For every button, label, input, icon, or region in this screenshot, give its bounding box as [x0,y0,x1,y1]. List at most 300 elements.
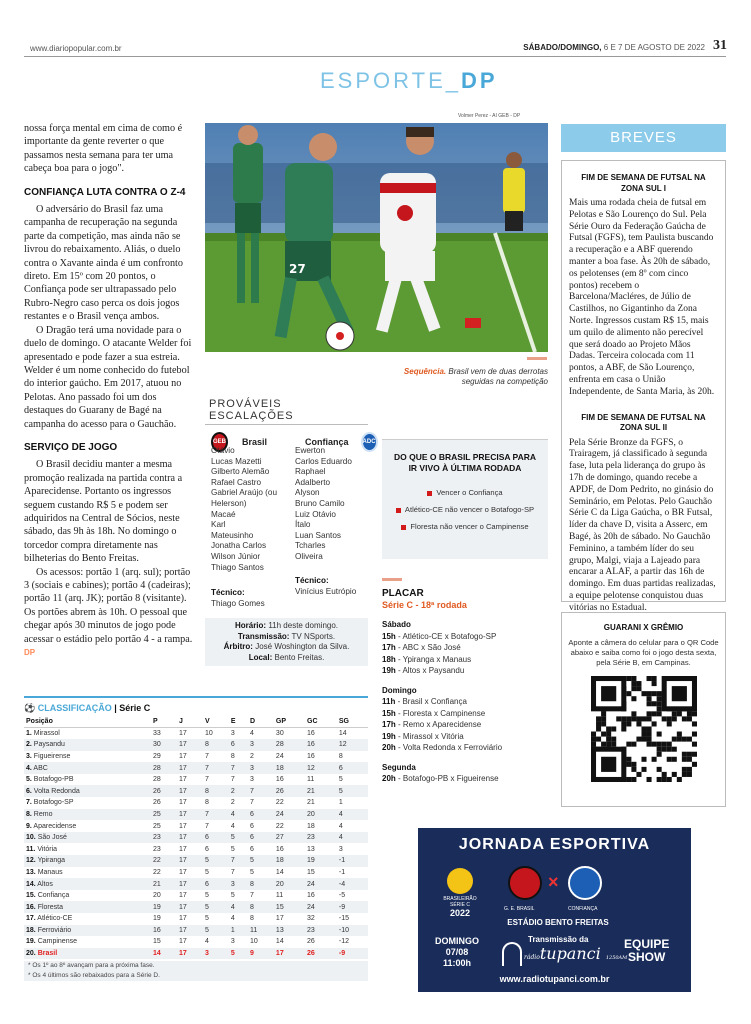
table-header: V [203,716,229,728]
stat-cell: 4 [230,915,235,923]
page-number: 31 [713,38,727,53]
radio-tower-icon [502,942,522,966]
stat-cell: 28 [153,776,161,784]
stat-cell: 6 [204,845,209,853]
stat-cell: 3 [248,762,274,774]
stat-cell: 16 [307,752,315,760]
team-cell: 15. Confiança [26,892,70,900]
player-name: Jonatha Carlos [211,541,267,551]
stat-cell: 23 [151,832,177,844]
article-subhead-1: CONFIANÇA LUTA CONTRA O Z-4 [24,186,186,198]
placar-day: Segunda [382,762,416,772]
table-header: D [248,716,274,728]
stat-cell: -12 [338,938,350,946]
team-cell: 18. Ferroviário [24,925,151,937]
stat-cell: 16 [307,730,315,738]
table-row [24,901,368,913]
stat-cell: 11 [307,776,315,784]
placar-game: 15h - Floresta x Campinense [382,708,486,718]
header-rule [24,56,726,57]
placar-days [382,619,548,785]
stat-cell: 14 [275,868,284,876]
table-row [24,728,368,740]
svg-text:27: 27 [289,262,306,276]
player-name: Adalberto [295,477,331,487]
table-header: P [151,716,177,728]
stat-cell: -15 [338,915,350,923]
table-header: E [229,716,248,728]
stat-cell: 15 [153,938,161,946]
stat-cell: 24 [305,901,337,913]
photo-credit: Volmer Perez - AI GEB - DP [458,113,521,119]
ad-transmission: Transmissão da [528,935,589,944]
qr-code-icon[interactable] [591,676,697,782]
standings-note: * Os 1º ao 8º avançam para a próxima fase. [28,962,155,970]
stat-cell: 4 [338,822,343,830]
stat-cell: 22 [275,799,284,807]
stat-cell: 5 [248,855,274,867]
placar-title: PLACAR [382,588,424,599]
table-row [24,739,368,751]
stat-cell: 4 [229,901,248,913]
stat-cell: 18 [274,762,305,774]
player-name: Luiz Otávio [295,509,336,519]
bullet-icon [396,508,401,513]
placar-game: 20h - Botafogo-PB x Figueirense [382,774,499,783]
stat-cell: 14 [275,938,284,946]
standings-note: * Os 4 últimos são rebaixados para a Série D. [28,972,160,980]
stat-cell: 4 [337,809,368,821]
stat-cell: 16 [151,925,177,937]
table-row [24,867,368,879]
team-cell: 5. Botafogo-PB [26,776,74,784]
stat-cell: 23 [305,832,337,844]
table-header: Posição [24,716,151,728]
stat-cell: 15 [274,901,305,913]
confianca-crest-icon: ADC [361,432,378,452]
stat-cell: 19 [151,901,177,913]
edition-date: SÁBADO/DOMINGO, 6 E 7 DE AGOSTO DE 2022 [523,43,705,52]
stat-cell: 3 [230,730,235,738]
stat-cell: 25 [153,822,161,830]
article-paragraph: O Brasil decidiu manter a mesma promoção realizada na partida contra a Aparecidense. Portanto os ingressos seguem custando R$ 5 e podem ser adquiridos na Central de Sócios, neste sábado, das 9h às 18h. No domingo o torcedor compra diretamente nas bilheterias do Bento Freitas. [24,459,183,565]
player-name: Ewerton [295,446,326,455]
stat-cell: 11 [248,925,274,937]
team-cell: 16. Floresta [24,901,151,913]
ad-schedule: DOMINGO 07/08 11:00h [435,936,479,968]
needs-item: Floresta não vencer o Campinense [382,522,548,531]
stat-cell: 6 [249,845,254,853]
player-name: Lucas Mazetti [211,456,262,466]
placar-game: 17h - ABC x São José [382,643,461,652]
team2-coach [295,576,356,597]
stat-cell: 5 [229,948,248,960]
ad-site[interactable]: www.radiotupanci.com.br [499,974,610,984]
table-header: J [177,716,203,728]
placar-game: 15h - Atlético-CE x Botafogo-SP [382,631,497,641]
stat-cell: 6 [203,878,229,890]
stat-cell: 18 [274,855,305,867]
team1-players [211,446,291,573]
stat-cell: 17 [177,925,203,937]
team-cell: 11. Vitória [26,845,58,853]
stat-cell: 7 [204,776,209,784]
needs-item: Vencer o Confiança [382,488,548,497]
stat-cell: 21 [307,799,315,807]
player-name: Wilson Júnior [211,551,261,561]
ad-brasil-crest-icon [508,866,542,900]
stat-cell: 17 [178,730,187,738]
stat-cell: 17 [177,785,203,797]
coach-label: Técnico: [295,576,329,585]
placar-game: 17h - Remo x Aparecidense [382,720,482,729]
qr-text: Aponte a câmera do celular para o QR Code abaixo e saiba como foi o jogo desta sexta, pela Série B, em Campinas. [568,638,719,667]
stat-cell: 2 [229,785,248,797]
stat-cell: 28 [151,762,177,774]
stat-cell: -9 [337,948,368,960]
stat-cell: 6 [248,832,274,844]
stat-cell: 30 [275,730,284,738]
stat-cell: 6 [248,809,274,821]
article-paragraph: O adversário do Brasil faz uma campanha de recuperação na segunda parte da competição, mas ainda não se livrou do rebaixamento. Aliás, o duelo contra o Xavante ainda é um confronto direto. Em 15º com 20 pontos, o Confiança pode ser ultrapassado pelo Rubro-Negro caso perca os dois jogos restantes e o Brasil vença ambos. [24,204,183,323]
table-row [24,762,368,774]
player-name: Luan Santos [295,530,341,540]
placar-game: 20h - Volta Redonda x Ferroviário [382,743,503,752]
stat-cell: 18 [307,822,315,830]
stat-cell: 8 [204,799,209,807]
stat-cell: 17 [177,762,203,774]
stat-cell: 14 [338,730,347,738]
stat-cell: 30 [151,739,177,751]
team-cell: 13. Manaus [26,868,63,876]
article-intro: nossa força mental em cima de como é importante da gente reverter o que passamos nesta semana para ter uma cabeça boa para o jogo". [24,123,183,175]
team-cell: 12. Ypiranga [24,855,151,867]
serie-c-badge: BRASILEIRÃO SÉRIE C 2022 [432,868,488,918]
stat-cell: 27 [274,832,305,844]
stat-cell: 17 [178,822,187,830]
player-name: Macaé [211,509,236,519]
article-paragraph: O Dragão terá uma novidade para o duelo de domingo. O atacante Welder foi apresentado e pode fazer a sua estreia. Welder é um nome conhecido do futebol do interior gaúcho. Em 2017, atuou no Pelotas. Ano passado foi um dos destaques do Guarany de Bagé na campanha do acesso para o Gauchão. [24,324,192,430]
team-cell: 2. Paysandu [24,739,151,751]
team2-players [295,446,375,563]
table-row [24,751,368,763]
table-row [24,948,368,960]
stat-cell: 3 [203,948,229,960]
player-name: Otávio [211,446,235,455]
stat-cell: 7 [249,892,254,900]
stat-cell: 5 [230,845,235,853]
placar-game: 18h - Ypiranga x Manaus [382,654,472,664]
stat-cell: 5 [229,832,248,844]
stat-cell: 1 [338,799,343,807]
stat-cell: 8 [248,901,274,913]
match-photo [205,123,548,352]
stat-cell: 8 [249,915,254,923]
stat-cell: 3 [230,938,235,946]
ad-radio-brand: rádiotupanci 1250AM [524,944,628,963]
stat-cell: 3 [248,739,274,751]
stat-cell: 16 [307,892,315,900]
stat-cell: 5 [203,855,229,867]
stat-cell: 5 [230,892,235,900]
placar-game: 19h - Mirassol x Vitória [382,731,464,741]
team-cell: 20. Brasil [24,948,151,960]
stat-cell: 7 [248,785,274,797]
lineups-panel [205,396,376,608]
stat-cell: 1 [229,925,248,937]
table-row [24,913,368,925]
bullet-icon [401,525,406,530]
ad-show: EQUIPE SHOW [624,937,670,964]
football-players-illustration [205,123,548,352]
table-row [24,785,368,797]
stat-cell: 17 [274,948,305,960]
stat-cell: 4 [249,730,254,738]
player-name: Gilberto Alemão [211,467,270,477]
breves-header: BREVES [561,124,726,152]
team-cell: 17. Atlético-CE [26,915,73,923]
placar-day: Sábado [382,620,411,629]
dp-end-mark: DP [24,648,36,658]
stat-cell: 5 [249,868,254,876]
stat-cell: 20 [153,892,161,900]
standings-table [24,716,368,959]
ad-title: JORNADA ESPORTIVA [458,836,651,853]
team-cell: 3. Figueirense [26,752,71,760]
brasil-crest-icon: GEB [211,432,228,452]
stat-cell: 7 [230,776,235,784]
article-column [24,122,194,659]
placar-game: 11h - Brasil x Confiança [382,697,467,706]
stat-cell: 23 [305,925,337,937]
stat-cell: 6 [249,822,254,830]
player-name: Raphael [295,467,326,477]
stat-cell: 26 [151,785,177,797]
stat-cell: 22 [151,855,177,867]
team-cell: 14. Altos [24,878,151,890]
stat-cell: 8 [338,752,343,760]
player-name: Gabriel Araújo (ou [211,488,277,498]
player-name: Thiago Santos [211,562,264,572]
stat-cell: 17 [177,809,203,821]
stat-cell: 17 [178,938,187,946]
stat-cell: 7 [204,752,209,760]
table-row [24,809,368,821]
radio-ad[interactable] [418,828,691,992]
ad-confianca-crest-icon [568,866,602,900]
stat-cell: 7 [249,799,254,807]
stat-cell: 6 [337,762,368,774]
coach-label: Técnico: [211,588,245,597]
table-row [24,843,368,855]
stat-cell: -9 [337,901,368,913]
stat-cell: 13 [274,925,305,937]
stat-cell: 22 [153,868,161,876]
player-name: Mateusinho [211,530,254,540]
table-row [24,774,368,786]
stat-cell: 16 [275,776,284,784]
stat-cell: 19 [153,915,161,923]
team-cell: 10. São José [24,832,151,844]
player-name: Helerson) [211,498,247,508]
team-cell: 8. Remo [24,809,151,821]
stat-cell: 32 [307,915,315,923]
stat-cell: 9 [248,948,274,960]
stat-cell: 6 [203,832,229,844]
stat-cell: 8 [203,785,229,797]
match-info-line: Horário: 11h deste domingo. [234,621,339,630]
stat-cell: 26 [153,799,161,807]
stat-cell: 5 [337,785,368,797]
player-name: Carlos Eduardo [295,456,352,466]
stat-cell: 7 [203,809,229,821]
stat-cell: 5 [203,925,229,937]
ad-vs: × [548,872,559,892]
stat-cell: 20 [305,809,337,821]
table-header: GP [274,716,305,728]
breves-heading-1: FIM DE SEMANA DE FUTSAL NA ZONA SUL I [581,173,706,193]
stat-cell: 17 [177,855,203,867]
standings-notes [24,961,368,981]
stat-cell: 8 [230,752,235,760]
stat-cell: 15 [307,868,315,876]
stat-cell: 20 [274,878,305,890]
stat-cell: 6 [229,739,248,751]
stat-cell: 7 [229,855,248,867]
match-info [205,618,368,666]
table-row [24,925,368,937]
stat-cell: 16 [275,845,284,853]
stat-cell: 26 [307,938,315,946]
standings-panel [24,696,368,981]
team-cell: 6. Volta Redonda [24,785,151,797]
stat-cell: 7 [204,822,209,830]
trophy-icon: ⚽ [24,703,36,713]
stat-cell: 7 [229,762,248,774]
needs-list [382,488,548,531]
ad-team1: G. E. BRASIL [504,906,535,912]
match-info-line: Local: Bento Freitas. [248,652,325,662]
table-row [24,936,368,948]
stat-cell: -1 [337,855,368,867]
lineups-title: PROVÁVEIS ESCALAÇÕES [205,396,368,425]
breves-heading-2: FIM DE SEMANA DE FUTSAL NA ZONA SUL II [581,412,706,433]
stat-cell: 17 [178,868,187,876]
team2-name: Confiança [305,437,349,447]
stat-cell: 17 [177,832,203,844]
player-name: Oliveira [295,551,323,561]
stat-cell: -10 [337,925,368,937]
stat-cell: -5 [338,892,346,900]
stat-cell: 24 [275,752,284,760]
team-cell: 1. Mirassol [26,730,60,738]
breves-box [561,160,726,613]
match-info-line: Árbitro: José Woshington da Silva. [223,642,350,651]
stat-cell: 4 [337,832,368,844]
stat-cell: 17 [177,739,203,751]
stat-cell: 19 [305,855,337,867]
stat-cell: 12 [337,739,368,751]
section-title: ESPORTE_DP [320,68,498,93]
stat-cell: 17 [178,915,187,923]
stat-cell: 5 [338,776,343,784]
stat-cell: 7 [203,762,229,774]
stat-cell: 14 [151,948,177,960]
stat-cell: 5 [204,892,209,900]
player-name: Ítalo [295,520,311,530]
table-row [24,797,368,809]
placar-game: 19h - Altos x Paysandu [382,666,465,675]
stat-cell: 10 [249,938,258,946]
stat-cell: 3 [249,776,254,784]
article-subhead-2: SERVIÇO DE JOGO [24,441,118,453]
team-cell: 9. Aparecidense [26,822,77,830]
stat-cell: 13 [307,845,315,853]
stat-cell: 5 [204,868,209,876]
stat-cell: 17 [178,799,187,807]
needs-item: Atlético-CE não vencer o Botafogo-SP [382,505,548,514]
player-name: Karl [211,520,226,530]
stat-cell: 10 [204,730,213,738]
ad-team2: CONFIANÇA [568,906,598,912]
placar-day: Domingo [382,685,417,695]
stat-cell: 12 [305,762,337,774]
player-name: Alyson [295,488,320,498]
stat-cell: -1 [338,868,346,876]
stat-cell: 5 [203,901,229,913]
player-name: Tcharles [295,541,326,551]
photo-caption: Sequência. Brasil vem de duas derrotas seguidas na competição [403,367,548,386]
stat-cell: 25 [151,809,177,821]
stat-cell: 17 [177,878,203,890]
table-header: SG [337,716,368,728]
stat-cell: 11 [275,892,284,900]
stat-cell: 8 [248,878,274,890]
stat-cell: 26 [274,785,305,797]
stat-cell: 17 [178,892,187,900]
stat-cell: 28 [274,739,305,751]
stat-cell: 33 [153,730,161,738]
stat-cell: 23 [153,845,161,853]
table-row [24,820,368,832]
stat-cell: 29 [153,752,161,760]
stat-cell: 3 [229,878,248,890]
brasil-needs-box [382,439,548,559]
bullet-icon [427,491,432,496]
caption-accent [527,357,547,360]
stat-cell: 8 [203,739,229,751]
stat-cell: -4 [337,878,368,890]
ad-stadium: ESTÁDIO BENTO FREITAS [507,918,609,927]
needs-title: DO QUE O BRASIL PRECISA PARA IR VIVO À ÚLTIMA RODADA [394,452,536,473]
qr-title: GUARANI X GRÊMIO [603,623,684,632]
player-name: Bruno Camilo [295,498,345,508]
stat-cell: 4 [229,809,248,821]
stat-cell: 7 [230,868,235,876]
stat-cell: 24 [305,878,337,890]
team1-name: Brasil [242,437,268,447]
table-row [24,890,368,902]
stat-cell: 21 [151,878,177,890]
breves-text-2: Pela Série Bronze da FGFS, o Trairagem, já classificado à segunda fase, luta pela liderança do grupo às 17h de domingo, quando recebe a APDF, de Dom Pedrito, no ginásio do Seminário, em Pelotas. Pelo Gauchão Série C da Liga Gaúcha, o BR Futsal, líder da chave D, visita a Asserc, em Bagé, às 20h de sábado. No Gauchão Feminino, a também líder do seu grupo, Malgi, viaja a Lajeado para encarar a ALAF, a partir das 16h de domingo. Em duas partidas realizadas, a equipe pelotense conquistou duas vitórias no Estadual. [569,437,716,613]
stat-cell: 5 [204,915,209,923]
coach2-name: Vinícius Eutrópio [295,586,357,596]
site-url: www.diariopopular.com.br [30,44,122,53]
table-row [24,832,368,844]
stat-cell: 17 [177,901,203,913]
placar-accent [382,578,402,581]
team-cell: 4. ABC [24,762,151,774]
